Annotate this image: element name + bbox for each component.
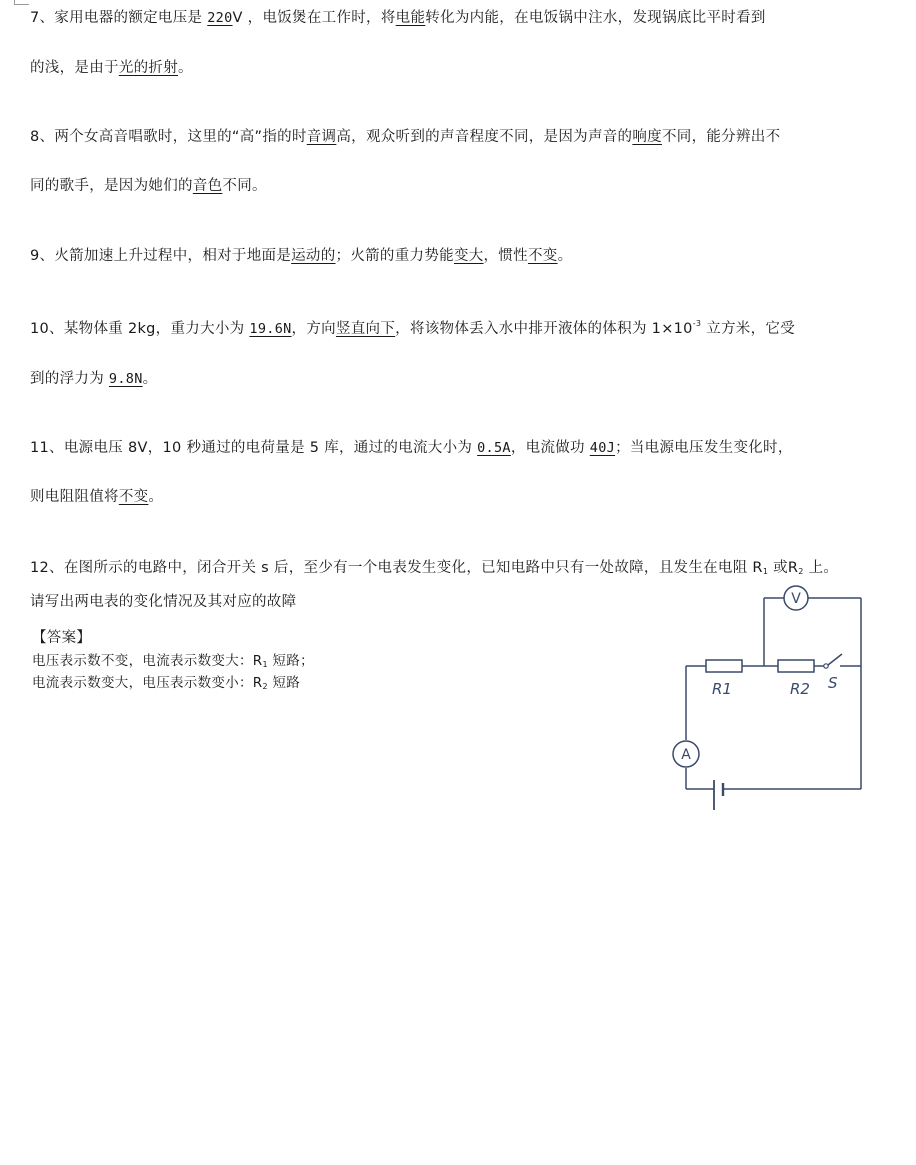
q12-text-b: 或R	[768, 560, 799, 576]
q10-text-e: ，将该物体丢入水中排开液体的体积为 1×10	[395, 321, 693, 337]
resistor-r1	[706, 660, 742, 672]
q8-answer-timbre: 音色	[192, 178, 223, 194]
q8-answer-pitch: 音调	[306, 129, 337, 145]
q10-answer-gravity: 19.6N	[249, 321, 292, 337]
q9-text-g: 。	[557, 248, 573, 264]
q12-line-1	[30, 556, 838, 577]
q11-text-2a: 则电阻阻值将	[30, 489, 119, 505]
q12-text-a: 12、在图所示的电路中，闭合开关 s 后，至少有一个电表发生变化，已知电路中只有一处故障，且发生在电阻 R	[30, 560, 763, 576]
q10-text-2a: 到的浮力为	[30, 371, 109, 387]
q8-text-2a: 同的歌手，是因为她们的	[30, 178, 193, 194]
q8-text-a: 8、两个女高音唱歌时，这里的“高”指的时	[30, 129, 307, 145]
q9-text-e: ，惯性	[483, 248, 528, 264]
q10-text-2c: 。	[142, 371, 158, 387]
page-corner-mark	[14, 0, 29, 5]
q8-line-2	[30, 174, 267, 195]
q10-answer-direction: 竖直向下	[335, 321, 396, 337]
q12-line-2: 请写出两电表的变化情况及其对应的故障	[30, 594, 297, 610]
q7-answer-voltage: 220	[207, 10, 233, 26]
q10-text-c: ，方向	[291, 321, 336, 337]
q9-answer-inertia: 不变	[527, 248, 558, 264]
voltmeter-label: V	[791, 591, 801, 607]
q7-text-e: 转化为内能，在电饭锅中注水，发现锅底比平时看到	[425, 10, 766, 26]
q10-line-1	[30, 317, 795, 338]
q11-line-2	[30, 485, 163, 506]
q9-answer-potential: 变大	[453, 248, 484, 264]
circuit-diagram	[668, 584, 868, 814]
q7-answer-energy: 电能	[395, 10, 426, 26]
q9-answer-motion: 运动的	[291, 248, 336, 264]
answer-line-1	[32, 649, 314, 669]
answer-line-2	[32, 671, 300, 691]
q10-text-f: 立方米，它受	[701, 321, 795, 337]
q8-answer-loudness: 响度	[632, 129, 662, 145]
answer-2-subscript: 2	[262, 682, 268, 691]
q11-line-1	[30, 436, 793, 457]
q10-text-a: 10、某物体重 2kg，重力大小为	[30, 321, 250, 337]
switch-lever	[828, 654, 842, 665]
answer-heading: 【答案】	[32, 630, 92, 646]
resistor-r2	[778, 660, 814, 672]
q8-text-e: 不同，能分辨出不	[661, 129, 781, 145]
answer-1-text-a: 电压表示数不变，电流表示数变大：R	[32, 653, 263, 669]
q11-text-2c: 。	[148, 489, 164, 505]
q12-text-c: 上。	[803, 560, 839, 576]
q12-r1-subscript: 1	[762, 567, 769, 576]
q8-text-c: 高，观众听到的声音程度不同，是因为声音的	[336, 129, 633, 145]
q11-text-c: ，电流做功	[510, 440, 590, 456]
answer-1-text-b: 短路；	[267, 653, 314, 669]
answer-2-text-b: 短路	[267, 675, 301, 691]
q11-answer-current: 0.5A	[477, 440, 511, 456]
q10-line-2	[30, 367, 157, 388]
switch-label: S	[828, 674, 838, 692]
q11-answer-resistance: 不变	[118, 489, 149, 505]
q7-text-a: 7、家用电器的额定电压是	[30, 10, 208, 26]
q7-text-2c: 。	[178, 60, 193, 76]
q9-text-c: ；火箭的重力势能	[335, 248, 454, 264]
q10-answer-buoyancy: 9.8N	[108, 371, 143, 387]
q7-answer-refraction: 光的折射	[118, 60, 179, 76]
q9-text-a: 9、火箭加速上升过程中，相对于地面是	[30, 248, 292, 264]
q8-text-2c: 不同。	[222, 178, 267, 194]
q8-line-1	[30, 125, 780, 146]
q12-r2-subscript: 2	[798, 567, 804, 576]
answer-1-subscript: 1	[262, 660, 268, 669]
q11-answer-work: 40J	[589, 440, 616, 456]
q7-text-2a: 的浅，是由于	[30, 60, 119, 76]
q7-text-c: V ，电饭煲在工作时，将	[232, 10, 396, 26]
q7-line-2	[30, 56, 193, 77]
q11-text-a: 11、电源电压 8V，10 秒通过的电荷量是 5 库，通过的电流大小为	[30, 440, 478, 456]
answer-2-text-a: 电流表示数变大，电压表示数变小：R	[32, 675, 263, 691]
q11-text-e: ；当电源电压发生变化时，	[615, 440, 793, 456]
switch-pivot	[824, 664, 828, 668]
r2-label: R2	[790, 680, 810, 698]
q10-exponent: -3	[692, 319, 702, 328]
ammeter-label: A	[681, 747, 691, 763]
r1-label: R1	[712, 680, 732, 698]
q7-line-1	[30, 6, 766, 27]
q9-line	[30, 244, 572, 265]
